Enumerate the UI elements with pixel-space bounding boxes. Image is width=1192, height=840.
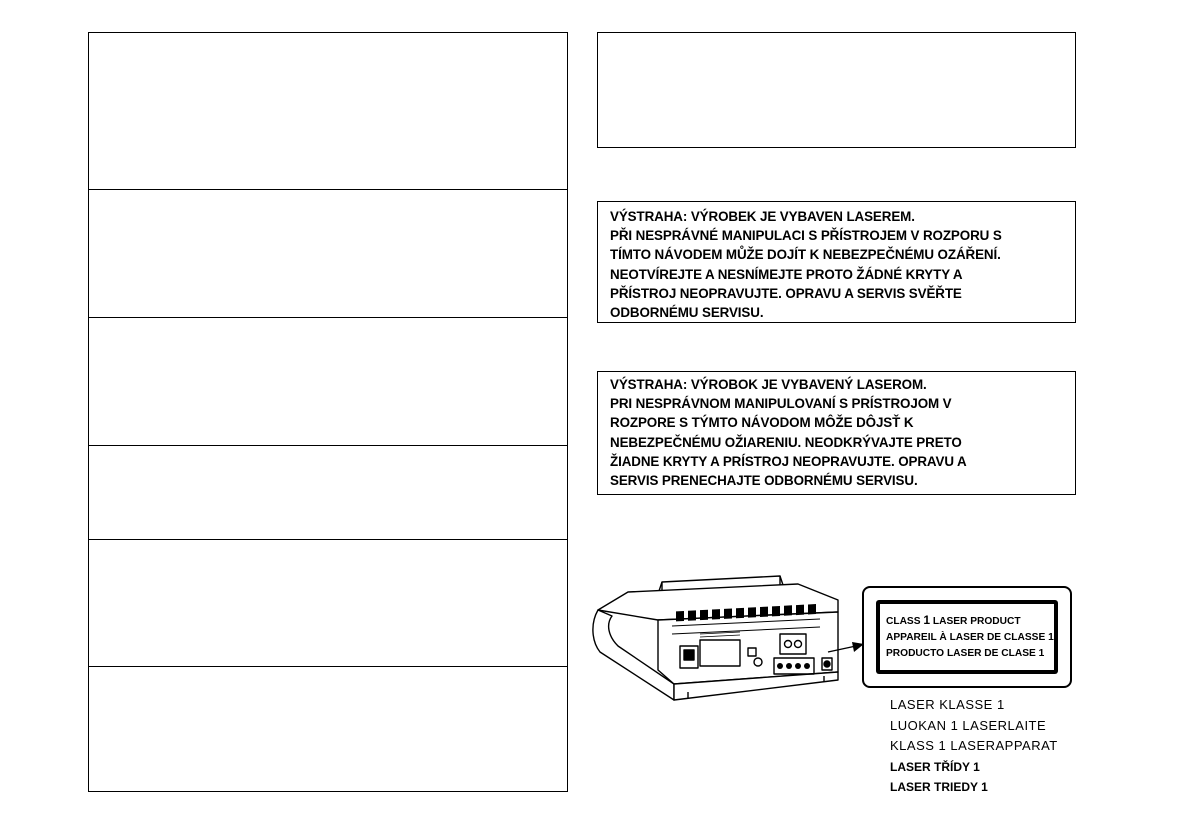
box-divider — [89, 445, 567, 446]
laser-class-translations — [890, 695, 1058, 798]
label-line-1 — [886, 612, 1054, 630]
warning-line: NEBEZPEČNÉMU OŽIARENIU. NEODKRÝVAJTE PRETO — [610, 434, 962, 450]
warning-line: ŽIADNE KRYTY A PRÍSTROJ NEOPRAVUJTE. OPRAVU A — [610, 453, 967, 469]
warning-line: PŘÍSTROJ NEOPRAVUJTE. OPRAVU A SERVIS SVĚŘTE — [610, 285, 962, 301]
translation-line: LUOKAN 1 LASERLAITE — [890, 717, 1047, 733]
box-divider — [89, 189, 567, 190]
label-text-area — [880, 604, 1054, 670]
device-rear-illustration — [588, 572, 878, 712]
translation-line: LASER TŘÍDY 1 — [890, 759, 980, 774]
label-line-1-prefix: CLASS — [886, 616, 924, 627]
label-line-1-suffix: LASER PRODUCT — [930, 616, 1021, 627]
warning-line: PŘI NESPRÁVNÉ MANIPULACI S PŘÍSTROJEM V ROZPORU S — [610, 228, 1002, 244]
warning-box-czech — [597, 201, 1076, 323]
warning-line: SERVIS PRENECHAJTE ODBORNÉMU SERVISU. — [610, 472, 918, 488]
translation-line: LASER KLASSE 1 — [890, 697, 1005, 712]
box-divider — [89, 666, 567, 667]
label-border — [876, 600, 1058, 674]
warning-line: ROZPORE S TÝMTO NÁVODOM MÔŽE DÔJSŤ K — [610, 415, 914, 431]
laser-class-label — [862, 586, 1072, 688]
label-class-number: 1 — [923, 613, 931, 627]
warning-line: NEOTVÍREJTE A NESNÍMEJTE PROTO ŽÁDNÉ KRYTY A — [610, 266, 963, 282]
warning-line: ODBORNÉMU SERVISU. — [610, 304, 764, 320]
warning-line: VÝSTRAHA: VÝROBEK JE VYBAVEN LASEREM. — [610, 209, 915, 224]
warning-line: PRI NESPRÁVNOM MANIPULOVANÍ S PRÍSTROJOM V — [610, 396, 952, 412]
left-box-column — [88, 32, 568, 792]
translation-line: LASER TRIEDY 1 — [890, 780, 988, 794]
label-line-2: APPAREIL À LASER DE CLASSE 1 — [886, 632, 1054, 643]
translation-line: KLASS 1 LASERAPPARAT — [890, 738, 1058, 753]
warning-box-slovak — [597, 371, 1076, 495]
label-line-3: PRODUCTO LASER DE CLASE 1 — [886, 648, 1045, 659]
warning-line: TÍMTO NÁVODEM MŮŽE DOJÍT K NEBEZPEČNÉMU OZÁŘENÍ. — [610, 247, 1001, 263]
empty-box-top-right — [597, 32, 1076, 148]
warning-line: VÝSTRAHA: VÝROBOK JE VYBAVENÝ LASEROM. — [610, 377, 927, 392]
box-divider — [89, 317, 567, 318]
box-divider — [89, 539, 567, 540]
